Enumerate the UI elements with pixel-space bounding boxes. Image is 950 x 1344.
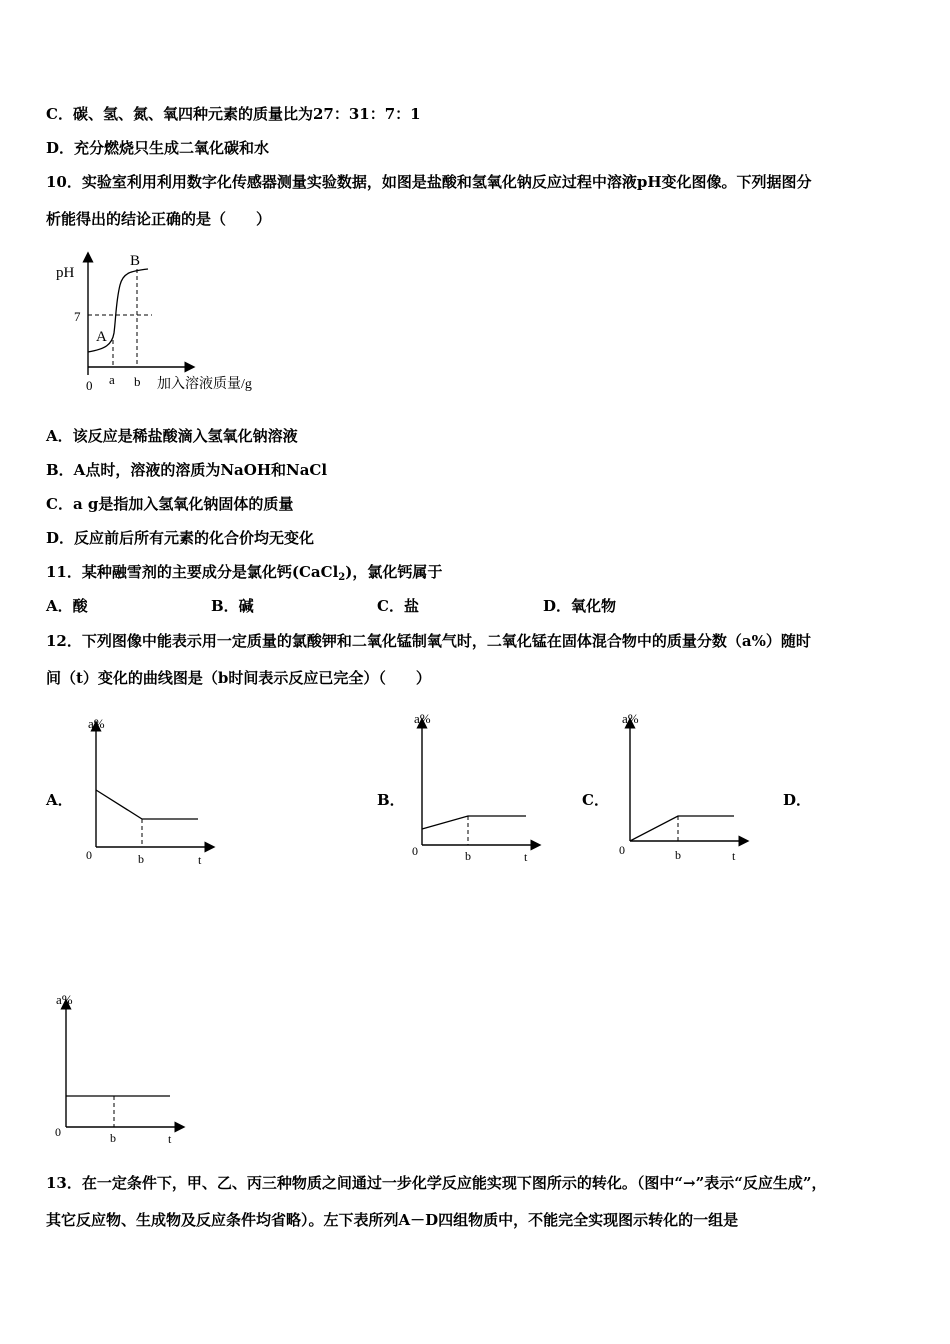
origin-label: 0 [55,1125,61,1139]
q13-stem-line2: 其它反应物、生成物及反应条件均省略）。左下表所列A－D四组物质中，不能完全实现图示转化的一组是 [46,1211,739,1229]
q12-graph-a [80,712,230,872]
y-tick-7: 7 [74,309,81,324]
q10-stem-line2: 析能得出的结论正确的是（ ） [46,210,272,228]
q10-stem-line1: 10．实验室利用利用数字化传感器测量实验数据，如图是盐酸和氢氧化钠反应过程中溶液pH变化图像。下列据图分 [46,173,812,191]
q9-option-c: C．碳、氢、氮、氧四种元素的质量比为27：31：7：1 [46,105,421,123]
y-label: a% [414,711,431,726]
q11-stem-prefix: 11．某种融雪剂的主要成分是氯化钙(CaCl [46,563,339,581]
q11-option-c: C．盐 [377,597,419,615]
t-label: t [198,853,202,867]
origin-label: 0 [86,378,93,393]
b-label: b [675,848,681,862]
point-a-label: A [96,329,107,345]
q11-stem-subscript: 2 [338,572,346,583]
curve [96,790,198,819]
t-label: t [524,850,528,864]
q11-option-a: A．酸 [46,597,88,615]
x-tick-a: a [109,372,115,387]
q12-option-d-label: D． [783,791,812,809]
y-label: a% [622,711,639,726]
point-b-label: B [130,253,141,269]
q11-option-b: B．碱 [211,597,254,615]
q12-stem-line2: 间（t）变化的曲线图是（b时间表示反应已完全）（ ） [46,669,431,687]
curve [422,816,526,829]
q12-option-b-label: B． [377,791,405,809]
origin-label: 0 [86,848,92,862]
q12-graph-c [614,709,764,869]
y-label: a% [88,716,105,731]
q9-option-d: D．充分燃烧只生成二氧化碳和水 [46,139,270,157]
q12-graph-b [406,709,556,869]
q10-option-c: C．a g是指加入氢氧化钠固体的质量 [46,495,294,513]
origin-label: 0 [619,843,625,857]
y-label-ph: pH [56,265,75,281]
q12-graph-d [50,990,200,1150]
q10-option-a: A．该反应是稀盐酸滴入氢氧化钠溶液 [46,427,298,445]
curve [630,816,734,841]
q11-stem-suffix: )，氯化钙属于 [345,563,443,581]
t-label: t [168,1132,172,1146]
q13-stem-line1: 13．在一定条件下，甲、乙、丙三种物质之间通过一步化学反应能实现下图所示的转化。（图中“→”表示“反应生成”， [46,1174,827,1192]
q11-option-d: D．氧化物 [543,597,617,615]
x-label: 加入溶液质量/g [157,377,252,392]
y-label: a% [56,992,73,1007]
q12-option-a-label: A． [46,791,73,809]
b-label: b [110,1131,116,1145]
b-label: b [138,852,144,866]
t-label: t [732,849,736,863]
q12-option-c-label: C． [582,791,609,809]
origin-label: 0 [412,844,418,858]
q10-option-b: B．A点时，溶液的溶质为NaOH和NaCl [46,461,328,479]
q10-option-d: D．反应前后所有元素的化合价均无变化 [46,529,315,547]
x-tick-b: b [134,374,141,389]
b-label: b [465,849,471,863]
q11-stem [46,561,442,583]
q10-ph-graph [50,245,290,395]
q12-stem-line1: 12．下列图像中能表示用一定质量的氯酸钾和二氧化锰制氧气时，二氧化锰在固体混合物中的质量分数（a%）随时 [46,632,811,650]
